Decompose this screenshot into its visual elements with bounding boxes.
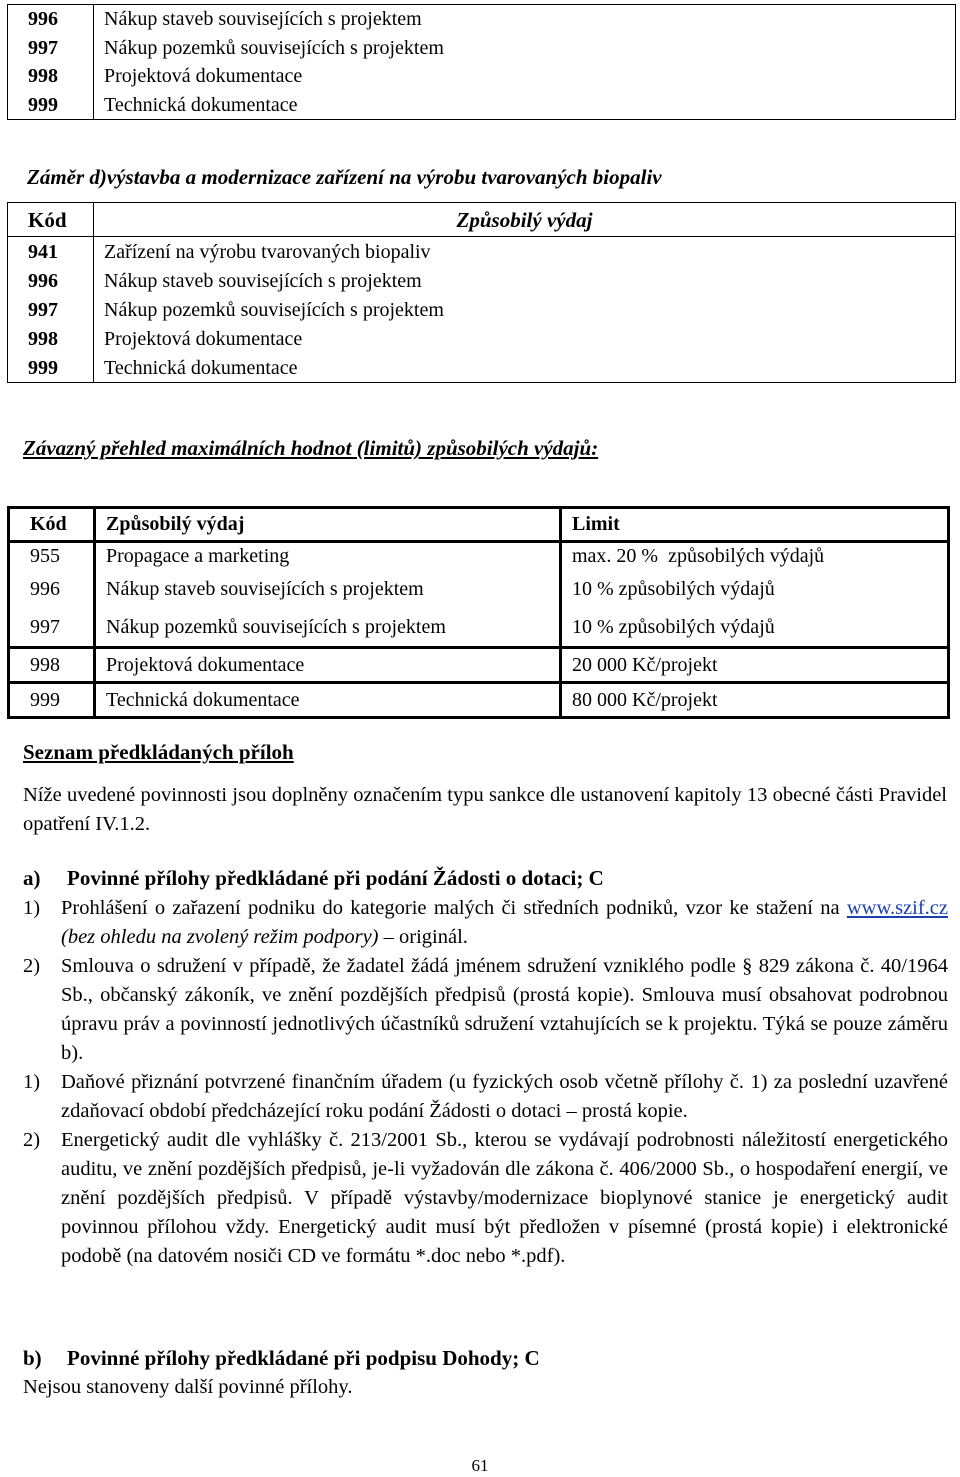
row-label: Nákup pozemků souvisejících s projektem [95, 608, 561, 648]
header-label: Způsobilý výdaj [94, 203, 956, 237]
table-row [9, 648, 949, 683]
row-code: 997 [9, 608, 95, 648]
table-row [8, 295, 956, 324]
row-label: Projektová dokumentace [104, 65, 303, 88]
row-code: 999 [8, 91, 94, 120]
row-limit: 20 000 Kč/projekt [561, 648, 949, 683]
expense-table-continued [7, 4, 956, 120]
row-label: Zařízení na výrobu tvarovaných biopaliv [104, 240, 431, 263]
item-text: Energetický audit dle vyhlášky č. 213/2001 Sb., kterou se vydávají podrobnosti náležitostí energetického auditu, ve znění pozdějších předpisů, je-li vyžadován dle zákona č. 406/2000 Sb., o hospodaření energií, ve znění pozdějších předpisů. V případě výstavby/modernizace bioplynové stanice je energetický audit povinnou přílohou vždy. Energetický audit musí být předložen v písemné (prostá kopie) i elektronické podobě (na datovém nosiči CD ve formátu *.doc nebo *.pdf). [61, 1129, 948, 1267]
row-code: 999 [9, 683, 95, 718]
list-item [23, 1126, 948, 1271]
header-limit: Limit [561, 508, 949, 542]
header-label: Způsobilý výdaj [95, 508, 561, 542]
subsection-letter: b) [23, 1346, 42, 1370]
list-item [23, 1068, 948, 1126]
attachments-intro: Níže uvedené povinnosti jsou doplněny označením typu sankce dle ustanovení kapitoly 13 obecné části Pravidel opatření IV.1.2. [23, 784, 947, 835]
item-number: 2) [23, 1129, 41, 1151]
row-limit: 80 000 Kč/projekt [561, 683, 949, 718]
section-d-expense-table [7, 202, 956, 383]
item-italic-note: (bez ohledu na zvolený režim podpory) [61, 926, 379, 948]
row-label: Propagace a marketing [95, 542, 561, 571]
row-label: Projektová dokumentace [95, 648, 561, 683]
table-row [9, 570, 949, 608]
table-row [8, 34, 956, 63]
row-code: 996 [9, 570, 95, 608]
attachments-a-list [23, 894, 948, 1271]
attachments-title: Seznam předkládaných příloh [23, 740, 294, 764]
row-label: Nákup staveb souvisejících s projektem [104, 269, 422, 292]
list-item [23, 894, 948, 952]
table-header-row [9, 508, 949, 542]
table-row [9, 542, 949, 571]
row-limit: 10 % způsobilých výdajů [561, 608, 949, 648]
row-code: 999 [8, 353, 94, 383]
subsection-title: Povinné přílohy předkládané při podpisu Dohody; C [67, 1346, 540, 1370]
row-code: 997 [8, 34, 94, 63]
row-label: Nákup pozemků souvisejících s projektem [104, 298, 444, 321]
row-limit: 10 % způsobilých výdajů [561, 570, 949, 608]
table-row [8, 324, 956, 353]
row-label: Technická dokumentace [95, 683, 561, 718]
item-text [61, 894, 948, 952]
item-text-part: – originál. [378, 926, 468, 948]
limits-table [7, 506, 950, 719]
row-label: Technická dokumentace [104, 93, 298, 116]
item-number: 2) [23, 955, 41, 977]
header-code: Kód [8, 203, 94, 237]
row-label: Nákup staveb souvisejících s projektem [104, 8, 422, 31]
list-item [23, 952, 948, 1068]
szif-link[interactable]: www.szif.cz [846, 897, 948, 919]
row-code: 996 [8, 266, 94, 295]
table-row [8, 62, 956, 91]
row-code: 941 [8, 237, 94, 267]
table-row [8, 237, 956, 267]
item-text: Smlouva o sdružení v případě, že žadatel žádá jménem sdružení vzniklého podle § 829 zákona č. 40/1964 Sb., občanský zákoník, ve znění pozdějších předpisů (prostá kopie). Smlouva musí obsahovat podrobnou úpravu práv a povinností jednotlivých účastníků sdružení vztahujících se k projektu. Týká se pouze záměru b). [61, 955, 948, 1064]
limits-heading: Závazný přehled maximálních hodnot (limitů) způsobilých výdajů: [23, 436, 599, 460]
item-text: Daňové přiznání potvrzené finančním úřadem (u fyzických osob včetně přílohy č. 1) za poslední uzavřené zdaňovací období předcházející roku podání Žádosti o dotaci – prostá kopie. [61, 1071, 948, 1122]
table-row [8, 266, 956, 295]
table-row [9, 683, 949, 718]
subsection-a-heading [23, 866, 604, 891]
subsection-b-heading [23, 1346, 540, 1371]
row-label: Nákup staveb souvisejících s projektem [95, 570, 561, 608]
row-code: 955 [9, 542, 95, 571]
table-row [8, 353, 956, 383]
subsection-b-text: Nejsou stanoveny další povinné přílohy. [23, 1376, 353, 1398]
table-header-row [8, 203, 956, 237]
item-number: 1) [23, 897, 41, 919]
header-code: Kód [9, 508, 95, 542]
table-row [9, 608, 949, 648]
row-label: Nákup pozemků souvisejících s projektem [104, 36, 444, 59]
table-row [8, 91, 956, 120]
subsection-title: Povinné přílohy předkládané při podání Žádosti o dotaci; C [67, 866, 604, 890]
page-number: 61 [471, 1456, 489, 1475]
subsection-letter: a) [23, 866, 41, 890]
row-label: Technická dokumentace [104, 356, 298, 379]
table-row [8, 5, 956, 34]
row-code: 998 [8, 324, 94, 353]
row-code: 997 [8, 295, 94, 324]
item-number: 1) [23, 1071, 41, 1093]
section-d-heading: Záměr d)výstavba a modernizace zařízení na výrobu tvarovaných biopaliv [27, 165, 662, 189]
row-limit: max. 20 % způsobilých výdajů [561, 542, 949, 571]
item-text-part: Prohlášení o zařazení podniku do kategorie malých či středních podniků, vzor ke stažení na [61, 897, 847, 919]
row-code: 998 [9, 648, 95, 683]
row-code: 996 [8, 5, 94, 34]
row-code: 998 [8, 62, 94, 91]
row-label: Projektová dokumentace [104, 327, 303, 350]
